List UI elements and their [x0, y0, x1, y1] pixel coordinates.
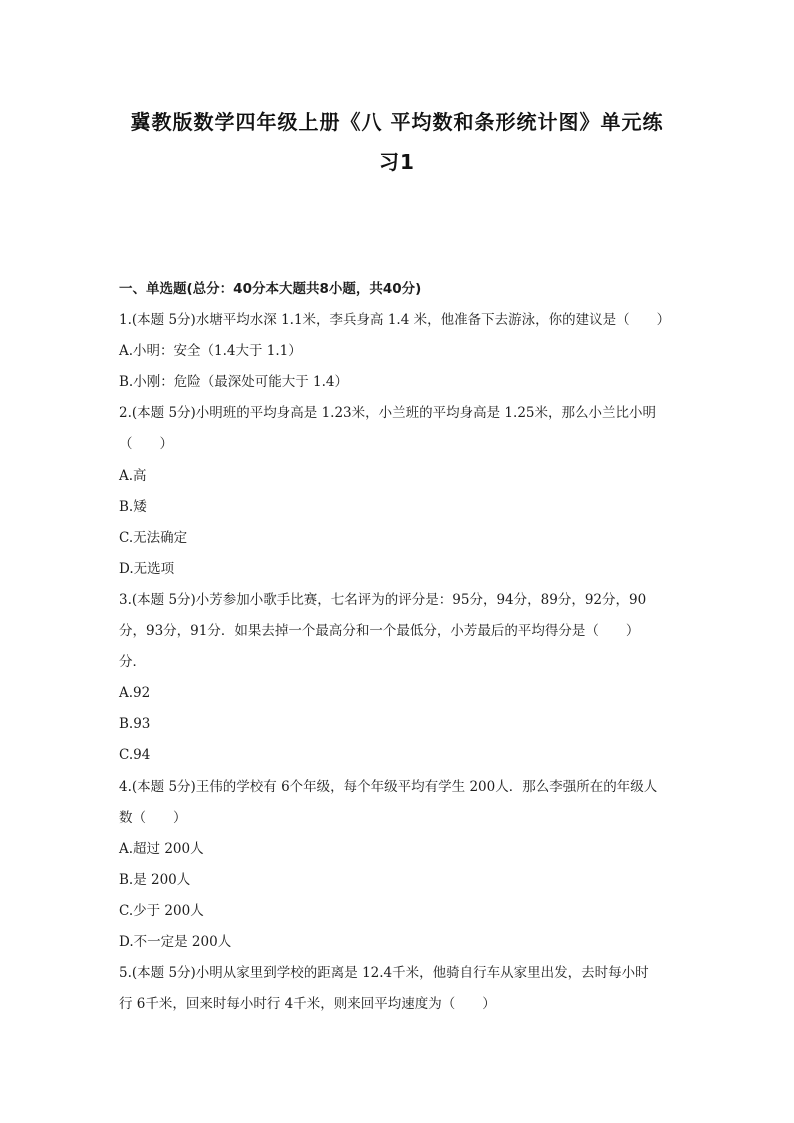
question-5-stem-cont: 行 6千米，回来时每小时行 4千米，则来回平均速度为（ ）: [119, 996, 496, 1012]
question-3-option-c: C.94: [119, 747, 151, 763]
question-4-option-a: A.超过 200人: [119, 841, 204, 857]
section-header: 一、单选题(总分：40分本大题共8小题，共40分): [119, 281, 422, 297]
question-2-option-c: C.无法确定: [119, 530, 188, 546]
document-title-line-1: 冀教版数学四年级上册《八 平均数和条形统计图》单元练: [130, 110, 664, 134]
question-3-stem: 3.(本题 5分)小芳参加小歌手比赛，七名评为的评分是：95分，94分，89分，92分，90: [119, 592, 647, 608]
question-4-stem: 4.(本题 5分)王伟的学校有 6个年级，每个年级平均有学生 200人．那么李强所在的年级人: [119, 779, 658, 795]
question-2-stem-cont: （ ）: [119, 436, 173, 452]
question-1-option-a: A.小明：安全（1.4大于 1.1）: [119, 343, 302, 359]
question-3-option-a: A.92: [119, 685, 151, 701]
question-1-option-b: B.小刚：危险（最深处可能大于 1.4）: [119, 374, 348, 390]
question-2-stem: 2.(本题 5分)小明班的平均身高是 1.23米，小兰班的平均身高是 1.25米，那么小兰比小明: [119, 405, 656, 421]
question-4-option-c: C.少于 200人: [119, 903, 204, 919]
document-title-line-2: 习1: [379, 150, 415, 174]
question-3-stem-cont: 分，93分，91分．如果去掉一个最高分和一个最低分，小芳最后的平均得分是（ ）: [119, 623, 640, 639]
question-3-option-b: B.93: [119, 716, 151, 732]
question-2-option-b: B.矮: [119, 499, 147, 515]
question-2-option-d: D.无选项: [119, 561, 175, 577]
question-5-stem: 5.(本题 5分)小明从家里到学校的距离是 12.4千米，他骑自行车从家里出发，去时每小时: [119, 965, 649, 981]
question-4-option-d: D.不一定是 200人: [119, 934, 232, 950]
question-4-option-b: B.是 200人: [119, 872, 191, 888]
question-2-option-a: A.高: [119, 468, 147, 484]
question-1-stem: 1.(本题 5分)水塘平均水深 1.1米，李兵身高 1.4 米，他准备下去游泳，你的建议是（ ）: [119, 312, 671, 328]
question-4-stem-cont: 数（ ）: [119, 810, 187, 826]
question-3-stem-end: 分．: [119, 654, 146, 670]
